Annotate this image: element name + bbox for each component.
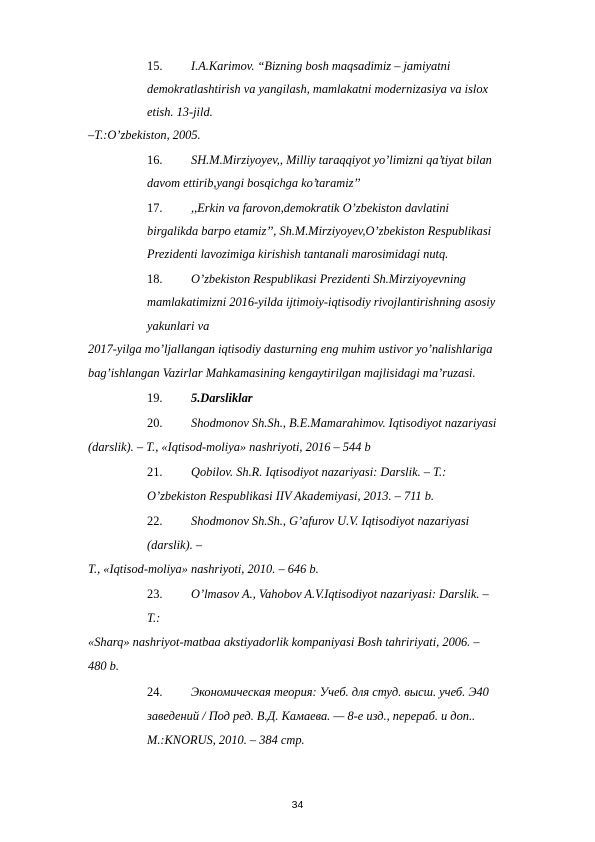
- ref-line: mamlakatimizni 2016-yilda ijtimoiy-iqtisodiy rivojlantirishning asosiy: [147, 295, 496, 309]
- ref-line: Shodmonov Sh.Sh., B.E.Mamarahimov. Iqtisodiyot nazariyasi: [191, 416, 497, 430]
- ref-line: ,,Erkin va farovon,demokratik O’zbekiston davlatini: [191, 201, 449, 215]
- ref-line: 480 b.: [88, 659, 119, 673]
- ref-line: 2017-yilga mo’ljallangan iqtisodiy dasturning eng muhim ustivor yo’nalishlariga: [88, 342, 493, 356]
- ref-line: Shodmonov Sh.Sh., G’afurov U.V. Iqtisodiyot nazariyasi: [191, 514, 470, 528]
- section-heading: 5.Darsliklar: [191, 391, 253, 405]
- ref-number: 21.: [147, 465, 163, 479]
- ref-number: 19.: [147, 391, 163, 405]
- page-number: 34: [291, 799, 304, 811]
- ref-number: 16.: [147, 153, 163, 167]
- ref-line: birgalikda barpo etamiz’’, Sh.M.Mirziyoyev,O’zbekiston Respublikasi: [147, 224, 492, 238]
- ref-line: etish. 13-jild.: [147, 105, 213, 119]
- ref-number: 22.: [147, 514, 163, 528]
- ref-line: Prezidenti lavozimiga kirishish tantanali marosimidagi nutq.: [147, 247, 449, 261]
- ref-line: SH.M.Mirziyoyev,, Milliy taraqqiyot yo’limizni qa’tiyat bilan: [191, 153, 492, 167]
- ref-number: 23.: [147, 587, 163, 601]
- ref-line: O’lmasov A., Vahobov A.V.Iqtisodiyot nazariyasi: Darslik. –: [191, 587, 489, 601]
- ref-line: T.:: [147, 611, 161, 625]
- ref-number: 17.: [147, 201, 163, 215]
- ref-line: Экономическая теория: Учеб. для студ. высш. учеб. Э40: [191, 685, 489, 699]
- ref-line: «Sharq» nashriyot-matbaa akstiyadorlik kompaniyasi Bosh tahririyati, 2006. –: [88, 635, 480, 649]
- ref-number: 18.: [147, 272, 163, 286]
- ref-line: demokratlashtirish va yangilash, mamlakatni modernizasiya va islox: [147, 82, 489, 96]
- ref-line: заведений / Под ред. В.Д. Камаева. — 8-е изд., перераб. и доп..: [147, 709, 476, 723]
- ref-line: davom ettirib,yangi bosqichga ko’taramiz’’: [147, 176, 361, 190]
- ref-line: (darslik). – T., «Iqtisod-moliya» nashriyoti, 2016 – 544 b: [88, 440, 371, 454]
- ref-line: T., «Iqtisod-moliya» nashriyoti, 2010. – 646 b.: [88, 562, 319, 576]
- ref-line: O’zbekiston Respublikasi IIV Akademiyasi, 2013. – 711 b.: [147, 489, 435, 503]
- ref-number: 24.: [147, 685, 163, 699]
- ref-line: bag’ishlangan Vazirlar Mahkamasining kengaytirilgan majlisidagi ma’ruzasi.: [88, 366, 476, 380]
- ref-line: (darslik). –: [147, 538, 203, 552]
- ref-line: I.A.Karimov. “Bizning bosh maqsadimiz – jamiyatni: [191, 59, 451, 73]
- ref-number: 15.: [147, 59, 163, 73]
- ref-number: 20.: [147, 416, 163, 430]
- ref-line: O’zbekiston Respublikasi Prezidenti Sh.Mirziyoyevning: [191, 272, 466, 286]
- ref-line: –T.:O’zbekiston, 2005.: [88, 128, 201, 142]
- ref-line: М.:KNORUS, 2010. – 384 стр.: [147, 733, 305, 747]
- ref-line: Qobilov. Sh.R. Iqtisodiyot nazariyasi: Darslik. – T.:: [191, 465, 447, 479]
- ref-line: yakunlari va: [147, 319, 210, 333]
